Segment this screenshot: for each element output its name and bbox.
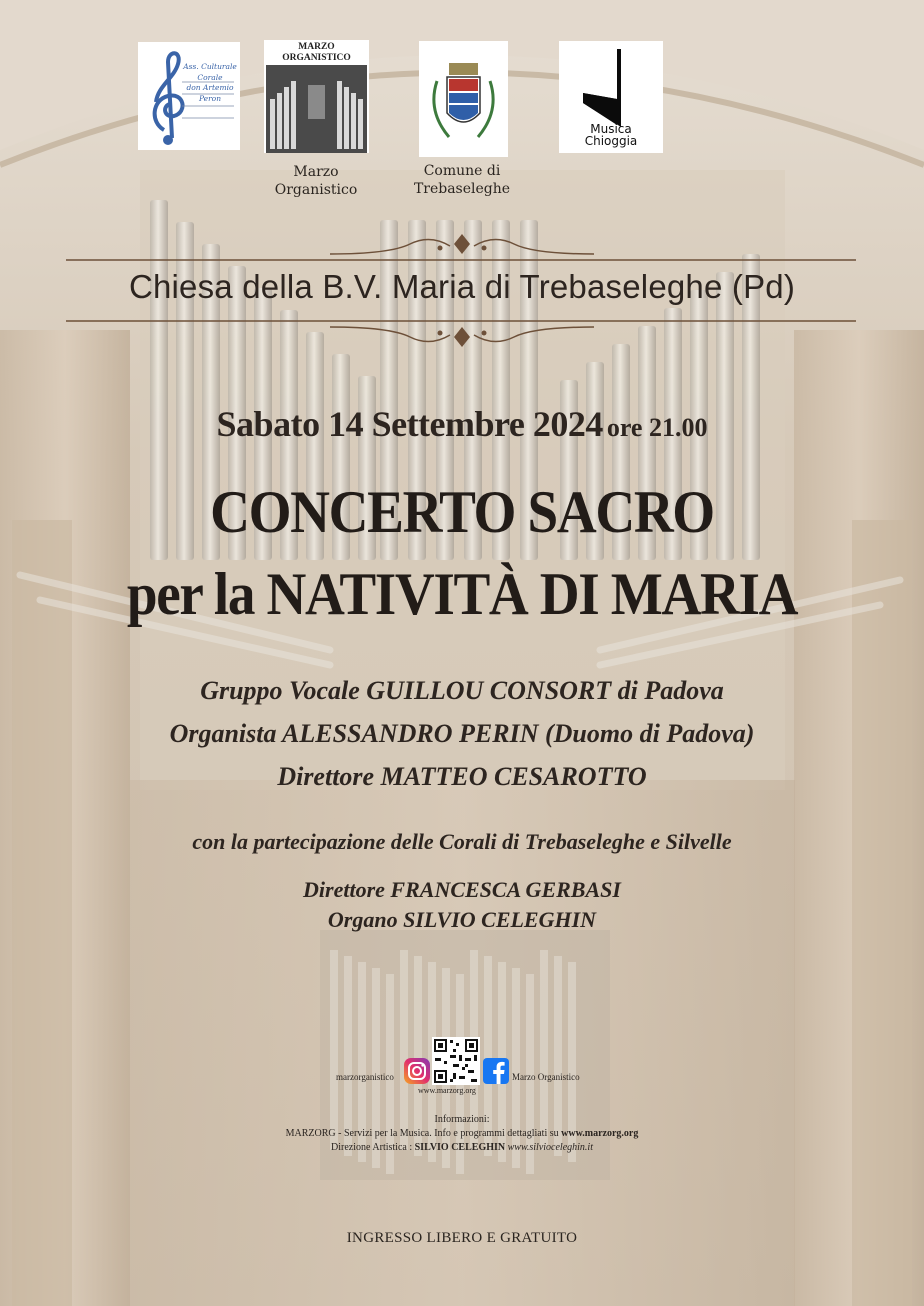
qr-code-icon[interactable]: [432, 1037, 480, 1085]
artistic-director-name: SILVIO CELEGHIN: [414, 1142, 506, 1153]
comune-caption-line2: Trebaseleghe: [413, 181, 511, 197]
venue-title: Chiesa della B.V. Maria di Trebaseleghe (Pd): [128, 268, 796, 305]
info-line2-label: Direzione Artistica :: [331, 1142, 415, 1153]
info-line1: [0, 1127, 924, 1141]
info-website-link[interactable]: www.marzorg.org: [561, 1128, 639, 1139]
date-line: [0, 403, 924, 445]
event-time: ore 21.00: [606, 413, 708, 442]
bottom-ornament: [0, 319, 924, 349]
musica-logo-line1: Musica: [590, 122, 632, 136]
concert-title-line1: CONCERTO SACRO: [210, 479, 714, 545]
coral-logo-text-3: don Artemio: [186, 83, 234, 92]
facebook-page-name[interactable]: Marzo Organistico: [512, 1072, 580, 1082]
instagram-handle[interactable]: marzorganistico: [336, 1072, 394, 1082]
qr-caption[interactable]: www.marzorg.org: [418, 1086, 476, 1095]
coral-logo-text-1: Ass. Culturale: [183, 62, 237, 71]
marzo-caption-line2: Organistico: [274, 182, 358, 198]
instagram-icon[interactable]: [404, 1058, 430, 1084]
marzo-organistico-logo: [264, 40, 369, 153]
top-ornament: [0, 232, 924, 262]
choir-organist: Organo SILVIO CELEGHIN: [327, 907, 597, 932]
coral-logo-text-4: Peron: [198, 93, 222, 103]
info-heading: Informazioni:: [434, 1114, 490, 1125]
facebook-icon[interactable]: [483, 1058, 509, 1084]
marzo-caption-line1: Marzo: [293, 164, 339, 180]
coat-of-arms-icon: [419, 41, 508, 157]
info-block: [0, 1113, 924, 1155]
concert-title-line2: per la NATIVITÀ DI MARIA: [126, 561, 798, 627]
participation-line: con la partecipazione delle Corali di Trebaseleghe e Silvelle: [192, 829, 732, 854]
performer-vocal-group: Gruppo Vocale GUILLOU CONSORT di Padova: [200, 676, 724, 705]
musica-logo-line2: Chioggia: [584, 134, 638, 148]
performer-director: Direttore MATTEO CESAROTTO: [277, 762, 647, 791]
info-line2: [0, 1141, 924, 1155]
marzo-caption: [251, 163, 381, 199]
info-line1-text: MARZORG - Servizi per la Musica. Info e programmi dettagliati su: [285, 1128, 562, 1139]
coral-logo-text-2: Corale: [197, 72, 223, 82]
musica-chioggia-logo: [559, 41, 663, 153]
coral-logo: [138, 42, 240, 150]
choir-director: Direttore FRANCESCA GERBASI: [303, 877, 621, 902]
marzo-logo-header-1: MARZO ORGANISTICO: [282, 42, 351, 63]
comune-caption: [397, 162, 527, 198]
admission-note: INGRESSO LIBERO E GRATUITO: [346, 1230, 578, 1246]
organ-pipes-icon: [264, 65, 369, 153]
comune-caption-line1: Comune di: [423, 163, 501, 179]
comune-logo: [419, 41, 508, 157]
performer-organist: Organista ALESSANDRO PERIN (Duomo di Padova): [169, 719, 755, 748]
artistic-director-site[interactable]: www.silvioceleghin.it: [507, 1142, 593, 1153]
event-date: Sabato 14 Settembre 2024: [216, 404, 603, 444]
